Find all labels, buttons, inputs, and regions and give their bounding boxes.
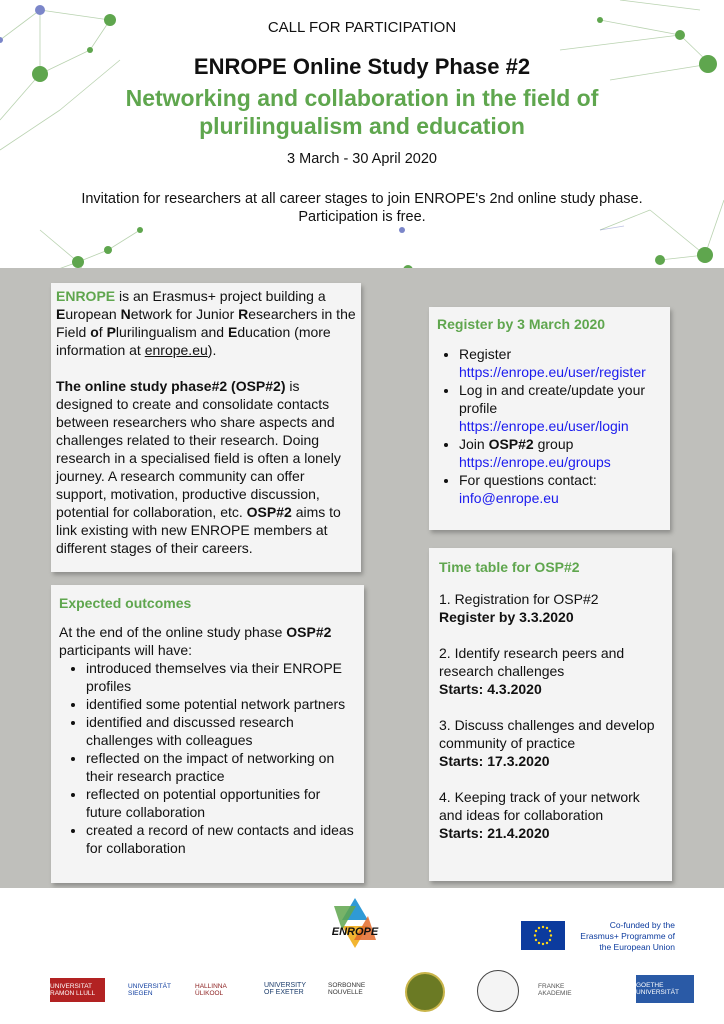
contact-email-link[interactable]: info@enrope.eu (459, 490, 559, 506)
list-item: • identified and discussed research challenges with colleagues (86, 713, 359, 749)
list-item: • Log in and create/update your profile https://enrope.eu/user/login (459, 381, 665, 435)
eu-stars-icon (521, 921, 565, 950)
register-heading: Register by 3 March 2020 (437, 316, 606, 332)
login-link[interactable]: https://enrope.eu/user/login (459, 418, 629, 434)
invitation-line-2: Participation is free. (298, 209, 426, 225)
partner-logo-humboldt (477, 970, 519, 1012)
page-subtitle: Networking and collaboration in the field of plurilingualism and education (125, 85, 599, 139)
list-item: • introduced themselves via their ENROPE profiles (86, 659, 359, 695)
groups-link[interactable]: https://enrope.eu/groups (459, 454, 611, 470)
call-label: CALL FOR PARTICIPATION (267, 19, 457, 36)
enrope-logo (320, 896, 390, 954)
header (0, 0, 724, 268)
timetable-step: 1. Registration for OSP#2 Register by 3.3.2020 (439, 591, 599, 625)
list-item: • identified some potential network partners (86, 695, 359, 713)
timetable-step: 2. Identify research peers and research challenges Starts: 4.3.2020 (439, 645, 625, 697)
partner-logo-sorbonne: SORBONNE NOUVELLE (328, 982, 366, 996)
list-item: • Join OSP#2 group https://enrope.eu/groups (459, 435, 665, 471)
timetable-step: 3. Discuss challenges and develop community of practice Starts: 17.3.2020 (439, 717, 655, 769)
register-link[interactable]: https://enrope.eu/user/register (459, 364, 646, 380)
register-card (429, 307, 670, 530)
enrope-brand: ENROPE (56, 288, 116, 304)
list-item: • Register https://enrope.eu/user/register (459, 345, 665, 381)
osp-description: The online study phase#2 (OSP#2) is designed to create and consolidate contacts between researchers who share aspects and challenges related to their research. Doing research in a specialised field is often a lonely journey. A research community can offer support, motivation, productive discussion, potential for collaboration, etc. OSP#2 aims to link existing with new ENROPE members at different stages of their careers. (56, 378, 341, 556)
about-card (51, 283, 361, 572)
partner-logo-goethe: GOETHE UNIVERSITÄT (636, 975, 694, 1003)
outcomes-list (59, 659, 359, 857)
register-list (437, 345, 665, 507)
enrope-website-link[interactable]: enrope.eu (144, 342, 208, 358)
list-item: • For questions contact: info@enrope.eu (459, 471, 665, 507)
invitation-line-1: Invitation for researchers at all career stages to join ENROPE's 2nd online study phase. (81, 191, 643, 207)
list-item: • created a record of new contacts and ideas for collaboration (86, 821, 359, 857)
timetable-card (429, 548, 672, 881)
study-dates: 3 March - 30 April 2020 (287, 151, 437, 167)
partner-logo-exeter: UNIVERSITY OF EXETER (264, 982, 306, 996)
list-item: • reflected on potential opportunities for future collaboration (86, 785, 359, 821)
eu-flag (521, 921, 565, 950)
partner-logo-siegen: UNIVERSITÄT SIEGEN (128, 983, 171, 997)
enrope-star-icon (320, 896, 390, 954)
about-paragraph: ENROPE is an Erasmus+ project building a European Network for Junior Researchers in the Field of Plurilingualism and Education (more information at enrope.eu). (56, 288, 356, 358)
eu-funding-text: Co-funded by the Erasmus+ Programme of the European Union (580, 920, 675, 952)
page-title: ENROPE Online Study Phase #2 (193, 54, 531, 79)
timetable-step: 4. Keeping track of your network and ideas for collaboration Starts: 21.4.2020 (439, 789, 640, 841)
invitation-text (40, 190, 684, 226)
partner-logo-seal (405, 972, 445, 1012)
list-item: • reflected on the impact of networking on their research practice (86, 749, 359, 785)
timetable-heading: Time table for OSP#2 (439, 559, 580, 575)
enrope-logo-text: ENROPE (331, 926, 379, 938)
partner-logo-ramon-llull: UNIVERSITAT RAMON LLULL (50, 978, 105, 1002)
footer (0, 888, 724, 1024)
outcomes-card (51, 585, 364, 883)
outcomes-heading: Expected outcomes (59, 595, 192, 611)
outcomes-intro: At the end of the online study phase OSP#2 participants will have: (59, 624, 332, 658)
partner-logo-franke: FRANKE AKADEMIE (538, 983, 572, 997)
partner-logo-tallinn: HALLINNA ÜLIKOOL (195, 983, 227, 997)
